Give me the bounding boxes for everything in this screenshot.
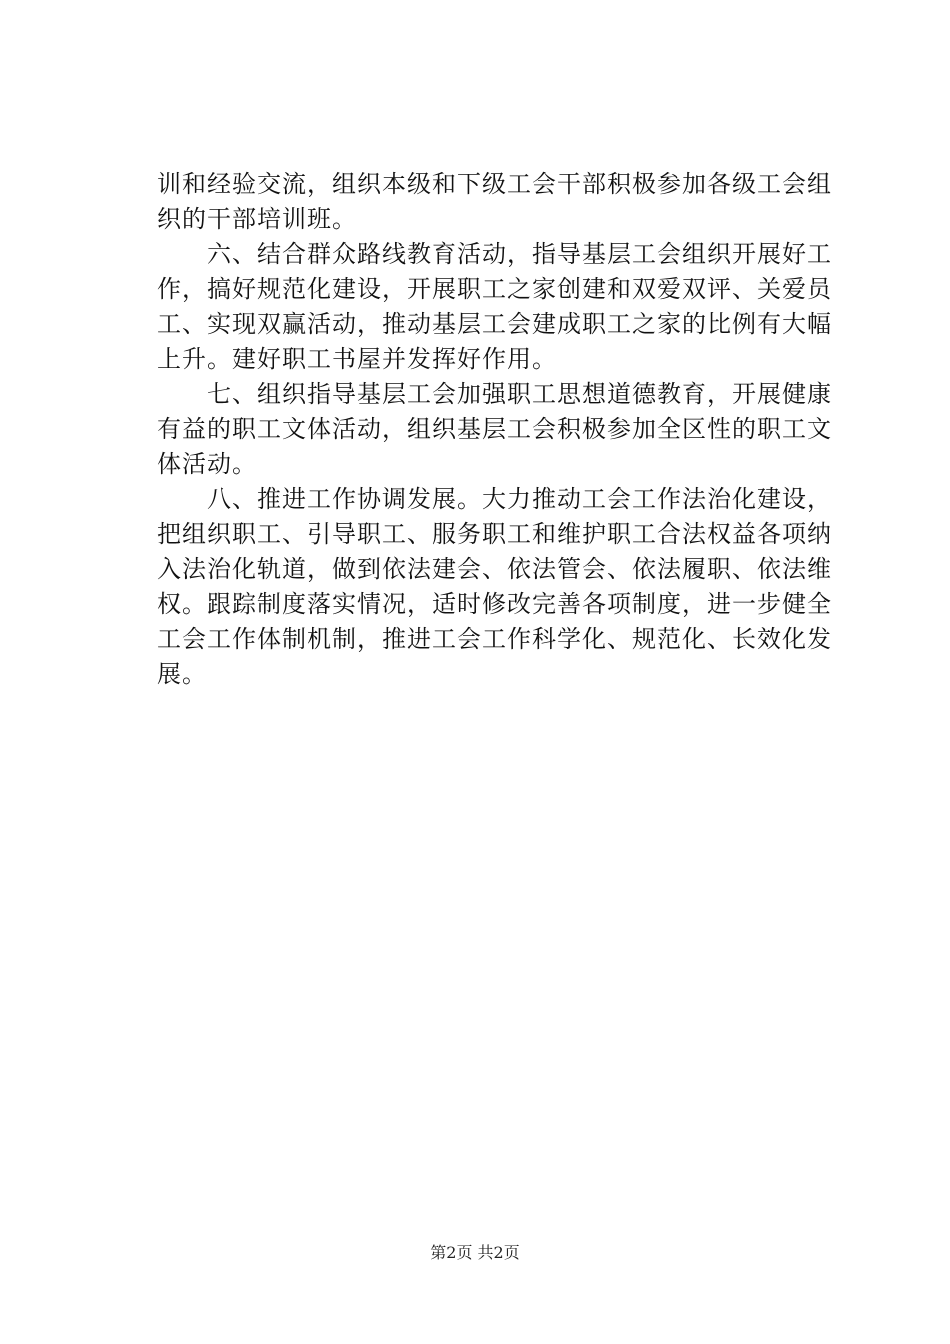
text-line: 展。 bbox=[157, 660, 207, 688]
page-number: 第2页 共2页 bbox=[430, 1243, 520, 1262]
text-line: 上升。建好职工书屋并发挥好作用。 bbox=[157, 345, 557, 373]
text-line: 六、结合群众路线教育活动，指导基层工会组织开展好工 bbox=[157, 240, 832, 268]
text-line: 工会工作体制机制，推进工会工作科学化、规范化、长效化发 bbox=[157, 625, 832, 653]
text-line: 训和经验交流，组织本级和下级工会干部积极参加各级工会组 bbox=[157, 170, 832, 198]
text-line: 权。跟踪制度落实情况，适时修改完善各项制度，进一步健全 bbox=[157, 590, 832, 618]
text-line: 入法治化轨道，做到依法建会、依法管会、依法履职、依法维 bbox=[157, 555, 832, 583]
text-line: 工、实现双赢活动，推动基层工会建成职工之家的比例有大幅 bbox=[157, 310, 832, 338]
text-line: 体活动。 bbox=[157, 450, 257, 478]
text-line: 七、组织指导基层工会加强职工思想道德教育，开展健康 bbox=[157, 380, 832, 408]
text-line: 八、推进工作协调发展。大力推动工会工作法治化建设， bbox=[157, 485, 832, 513]
text-line: 把组织职工、引导职工、服务职工和维护职工合法权益各项纳 bbox=[157, 520, 832, 548]
page-footer bbox=[0, 1243, 950, 1263]
document-body bbox=[157, 167, 832, 692]
text-line: 有益的职工文体活动，组织基层工会积极参加全区性的职工文 bbox=[157, 415, 832, 443]
text-line: 织的干部培训班。 bbox=[157, 205, 357, 233]
text-line: 作，搞好规范化建设，开展职工之家创建和双爱双评、关爱员 bbox=[157, 275, 832, 303]
